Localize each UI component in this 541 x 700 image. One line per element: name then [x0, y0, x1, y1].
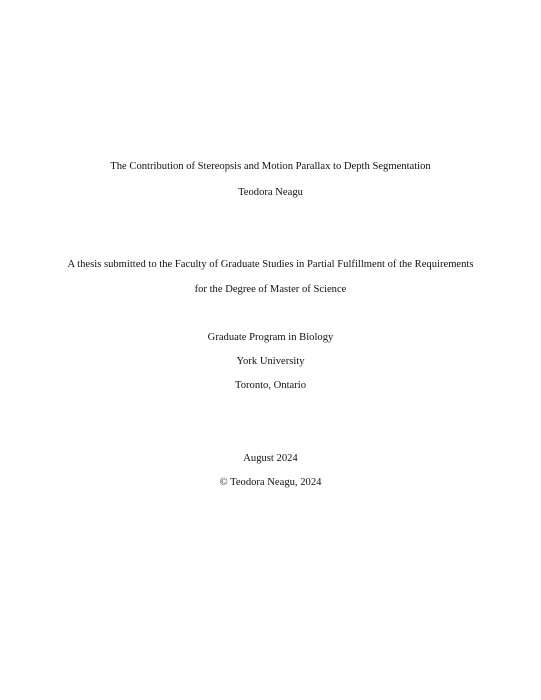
copyright-notice: © Teodora Neagu, 2024 [219, 477, 322, 488]
submission-statement-line-1: A thesis submitted to the Faculty of Graduate Studies in Partial Fulfillment of the Requirements [67, 259, 474, 270]
graduate-program: Graduate Program in Biology [207, 332, 334, 343]
submission-date: August 2024 [243, 453, 298, 464]
author-name: Teodora Neagu [238, 187, 303, 198]
university-name: York University [236, 356, 305, 367]
submission-statement-line-2: for the Degree of Master of Science [194, 284, 347, 295]
university-location: Toronto, Ontario [234, 380, 307, 391]
thesis-title: The Contribution of Stereopsis and Motion Parallax to Depth Segmentation [110, 161, 431, 172]
